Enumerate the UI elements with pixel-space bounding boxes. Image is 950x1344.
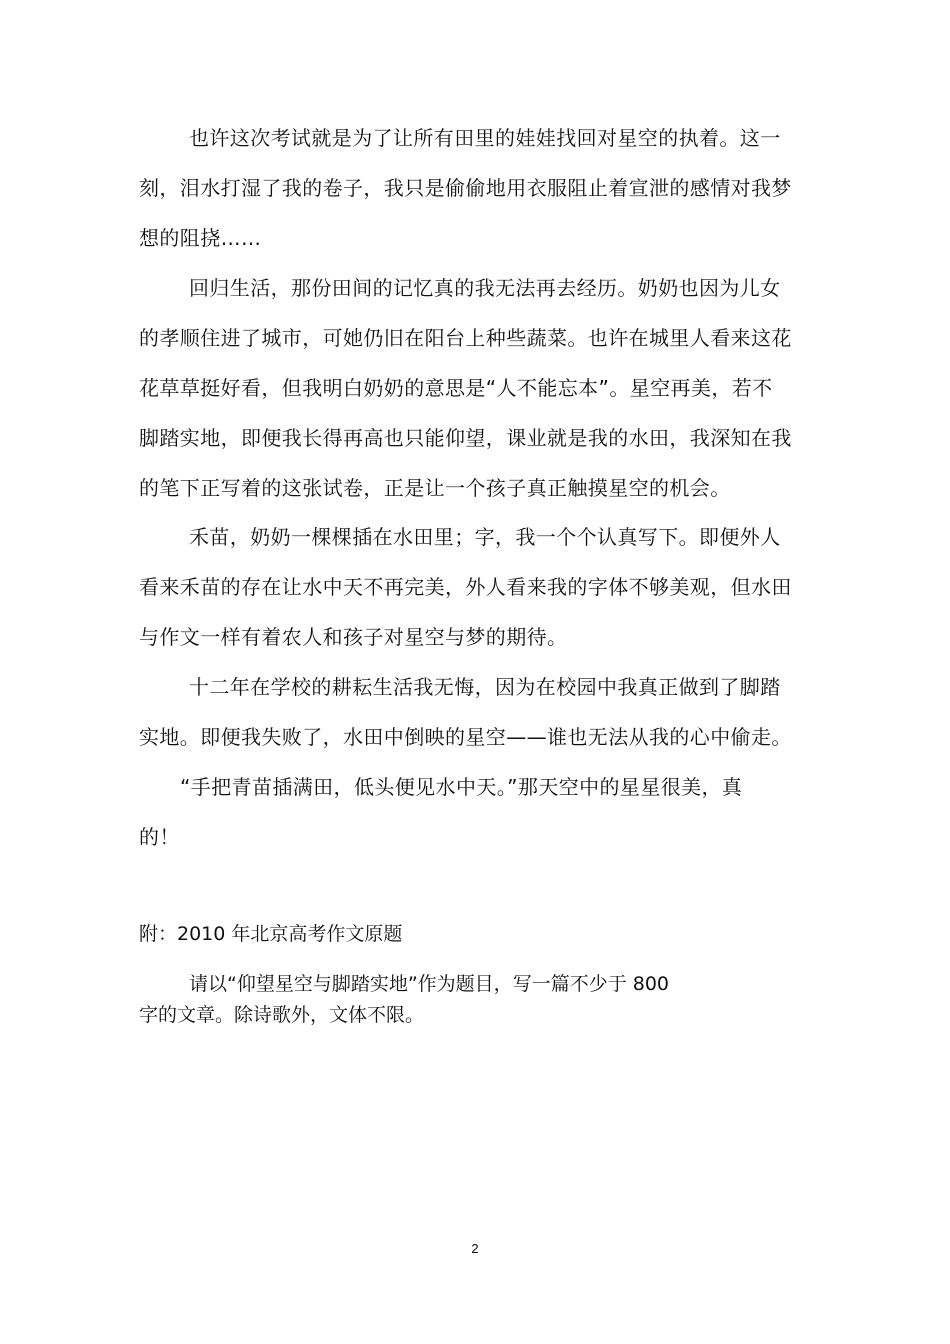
essay-line: 十二年在学校的耕耘生活我无悔，因为在校园中我真正做到了脚踏 bbox=[189, 675, 781, 699]
page-number: 2 bbox=[471, 1241, 479, 1256]
essay-line: 的笔下正写着的这张试卷，正是让一个孩子真正触摸星空的机会。 bbox=[139, 476, 731, 500]
essay-line: 花草草挺好看，但我明白奶奶的意思是“人不能忘本”。星空再美，若不 bbox=[139, 376, 773, 400]
essay-line: 与作文一样有着农人和孩子对星空与梦的期待。 bbox=[139, 625, 568, 649]
essay-line: 的孝顺住进了城市，可她仍旧在阳台上种些蔬菜。也许在城里人看来这花 bbox=[139, 326, 792, 350]
appendix-heading: 附：2010 年北京高考作文原题 bbox=[139, 923, 403, 945]
essay-line: 想的阻挠…… bbox=[139, 226, 262, 250]
essay-line: 脚踏实地，即便我长得再高也只能仰望，课业就是我的水田，我深知在我 bbox=[139, 426, 792, 450]
essay-line: 看来禾苗的存在让水中天不再完美，外人看来我的字体不够美观，但水田 bbox=[139, 575, 792, 599]
essay-line: 实地。即便我失败了，水田中倒映的星空——谁也无法从我的心中偷走。 bbox=[139, 725, 792, 749]
essay-line: 的！ bbox=[139, 825, 180, 849]
essay-line: 刻，泪水打湿了我的卷子，我只是偷偷地用衣服阻止着宣泄的感情对我梦 bbox=[139, 176, 792, 200]
essay-line: 回归生活，那份田间的记忆真的我无法再去经历。奶奶也因为儿女 bbox=[189, 276, 781, 300]
appendix-line: 请以“仰望星空与脚踏实地”作为题目，写一篇不少于 800 bbox=[189, 973, 669, 995]
appendix-line: 字的文章。除诗歌外，文体不限。 bbox=[139, 1004, 425, 1026]
essay-line: 也许这次考试就是为了让所有田里的娃娃找回对星空的执着。这一 bbox=[189, 126, 781, 150]
essay-line: “手把青苗插满田，低头便见水中天。”那天空中的星星很美，真 bbox=[180, 775, 743, 799]
essay-line: 禾苗，奶奶一棵棵插在水田里；字，我一个个认真写下。即便外人 bbox=[189, 525, 781, 549]
